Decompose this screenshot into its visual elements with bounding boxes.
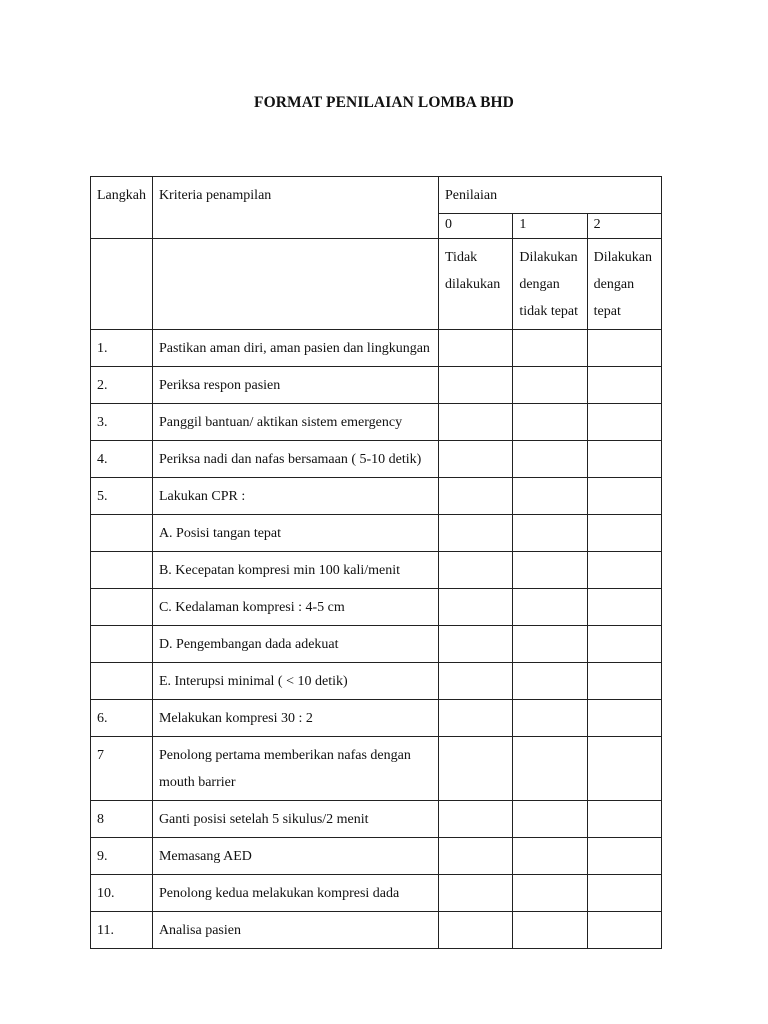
score-cell-0[interactable] xyxy=(439,663,513,700)
score-cell-0[interactable] xyxy=(439,838,513,875)
table-row xyxy=(91,700,662,737)
criteria-text: Periksa respon pasien xyxy=(152,367,438,404)
score-cell-0[interactable] xyxy=(439,801,513,838)
step-number: 1. xyxy=(91,330,153,367)
step-number: 3. xyxy=(91,404,153,441)
score-cell-0[interactable] xyxy=(439,552,513,589)
score-cell-2[interactable] xyxy=(587,404,661,441)
score-cell-0[interactable] xyxy=(439,589,513,626)
score-cell-1[interactable] xyxy=(513,912,587,949)
criteria-text: D. Pengembangan dada adekuat xyxy=(152,626,438,663)
table-row xyxy=(91,912,662,949)
score-cell-1[interactable] xyxy=(513,515,587,552)
criteria-text: Penolong kedua melakukan kompresi dada xyxy=(152,875,438,912)
header-langkah: Langkah xyxy=(91,177,153,239)
table-row xyxy=(91,737,662,801)
criteria-text: Lakukan CPR : xyxy=(152,478,438,515)
table-row xyxy=(91,552,662,589)
empty-cell xyxy=(91,239,153,330)
score-cell-2[interactable] xyxy=(587,552,661,589)
criteria-text: A. Posisi tangan tepat xyxy=(152,515,438,552)
score-cell-2[interactable] xyxy=(587,478,661,515)
criteria-text: C. Kedalaman kompresi : 4-5 cm xyxy=(152,589,438,626)
score-cell-0[interactable] xyxy=(439,737,513,801)
table-row xyxy=(91,838,662,875)
score-cell-2[interactable] xyxy=(587,589,661,626)
step-number xyxy=(91,515,153,552)
table-row xyxy=(91,330,662,367)
header-row xyxy=(91,177,662,214)
score-cell-1[interactable] xyxy=(513,404,587,441)
score-cell-2[interactable] xyxy=(587,626,661,663)
step-number: 5. xyxy=(91,478,153,515)
criteria-text: Panggil bantuan/ aktikan sistem emergency xyxy=(152,404,438,441)
score-cell-2[interactable] xyxy=(587,330,661,367)
score-cell-2[interactable] xyxy=(587,838,661,875)
step-number: 6. xyxy=(91,700,153,737)
document-title: FORMAT PENILAIAN LOMBA BHD xyxy=(254,94,514,111)
criteria-text: Memasang AED xyxy=(152,838,438,875)
score-cell-1[interactable] xyxy=(513,552,587,589)
step-number: 9. xyxy=(91,838,153,875)
criteria-rows xyxy=(91,330,662,949)
score-cell-2[interactable] xyxy=(587,441,661,478)
score-cell-1[interactable] xyxy=(513,330,587,367)
criteria-text: Ganti posisi setelah 5 sikulus/2 menit xyxy=(152,801,438,838)
criteria-text: B. Kecepatan kompresi min 100 kali/menit xyxy=(152,552,438,589)
step-number: 7 xyxy=(91,737,153,801)
score-label-row xyxy=(91,239,662,330)
score-cell-0[interactable] xyxy=(439,330,513,367)
score-cell-1[interactable] xyxy=(513,663,587,700)
score-cell-1[interactable] xyxy=(513,478,587,515)
score-1: 1 xyxy=(513,214,587,239)
score-cell-2[interactable] xyxy=(587,801,661,838)
empty-cell xyxy=(152,239,438,330)
criteria-text: E. Interupsi minimal ( < 10 detik) xyxy=(152,663,438,700)
assessment-table xyxy=(90,176,662,949)
score-cell-0[interactable] xyxy=(439,875,513,912)
score-cell-0[interactable] xyxy=(439,700,513,737)
score-cell-1[interactable] xyxy=(513,441,587,478)
table-row xyxy=(91,367,662,404)
score-cell-2[interactable] xyxy=(587,875,661,912)
score-label-1: Dilakukan dengan tidak tepat xyxy=(513,239,587,330)
criteria-text: Pastikan aman diri, aman pasien dan lingkungan xyxy=(152,330,438,367)
score-cell-0[interactable] xyxy=(439,478,513,515)
score-cell-0[interactable] xyxy=(439,515,513,552)
header-kriteria: Kriteria penampilan xyxy=(152,177,438,239)
score-cell-1[interactable] xyxy=(513,875,587,912)
score-label-2: Dilakukan dengan tepat xyxy=(587,239,661,330)
score-cell-2[interactable] xyxy=(587,515,661,552)
step-number xyxy=(91,663,153,700)
criteria-text: Melakukan kompresi 30 : 2 xyxy=(152,700,438,737)
step-number: 8 xyxy=(91,801,153,838)
step-number: 2. xyxy=(91,367,153,404)
score-cell-1[interactable] xyxy=(513,367,587,404)
score-cell-2[interactable] xyxy=(587,737,661,801)
score-label-0: Tidak dilakukan xyxy=(439,239,513,330)
table-row xyxy=(91,478,662,515)
step-number xyxy=(91,589,153,626)
score-cell-1[interactable] xyxy=(513,737,587,801)
criteria-text: Penolong pertama memberikan nafas dengan mouth barrier xyxy=(152,737,438,801)
table-row xyxy=(91,589,662,626)
step-number: 4. xyxy=(91,441,153,478)
score-cell-1[interactable] xyxy=(513,589,587,626)
score-cell-2[interactable] xyxy=(587,912,661,949)
score-cell-2[interactable] xyxy=(587,700,661,737)
score-cell-0[interactable] xyxy=(439,441,513,478)
score-cell-1[interactable] xyxy=(513,700,587,737)
score-cell-1[interactable] xyxy=(513,626,587,663)
table-row xyxy=(91,663,662,700)
score-0: 0 xyxy=(439,214,513,239)
table-row xyxy=(91,404,662,441)
score-2: 2 xyxy=(587,214,661,239)
table-row xyxy=(91,441,662,478)
score-cell-2[interactable] xyxy=(587,367,661,404)
table-row xyxy=(91,875,662,912)
table-row xyxy=(91,515,662,552)
step-number xyxy=(91,626,153,663)
step-number: 11. xyxy=(91,912,153,949)
score-cell-1[interactable] xyxy=(513,801,587,838)
score-cell-2[interactable] xyxy=(587,663,661,700)
score-cell-0[interactable] xyxy=(439,626,513,663)
step-number xyxy=(91,552,153,589)
table-row xyxy=(91,801,662,838)
table-row xyxy=(91,626,662,663)
step-number: 10. xyxy=(91,875,153,912)
score-cell-0[interactable] xyxy=(439,912,513,949)
score-cell-0[interactable] xyxy=(439,367,513,404)
score-cell-1[interactable] xyxy=(513,838,587,875)
criteria-text: Periksa nadi dan nafas bersamaan ( 5-10 detik) xyxy=(152,441,438,478)
header-penilaian: Penilaian xyxy=(439,177,662,214)
score-cell-0[interactable] xyxy=(439,404,513,441)
criteria-text: Analisa pasien xyxy=(152,912,438,949)
